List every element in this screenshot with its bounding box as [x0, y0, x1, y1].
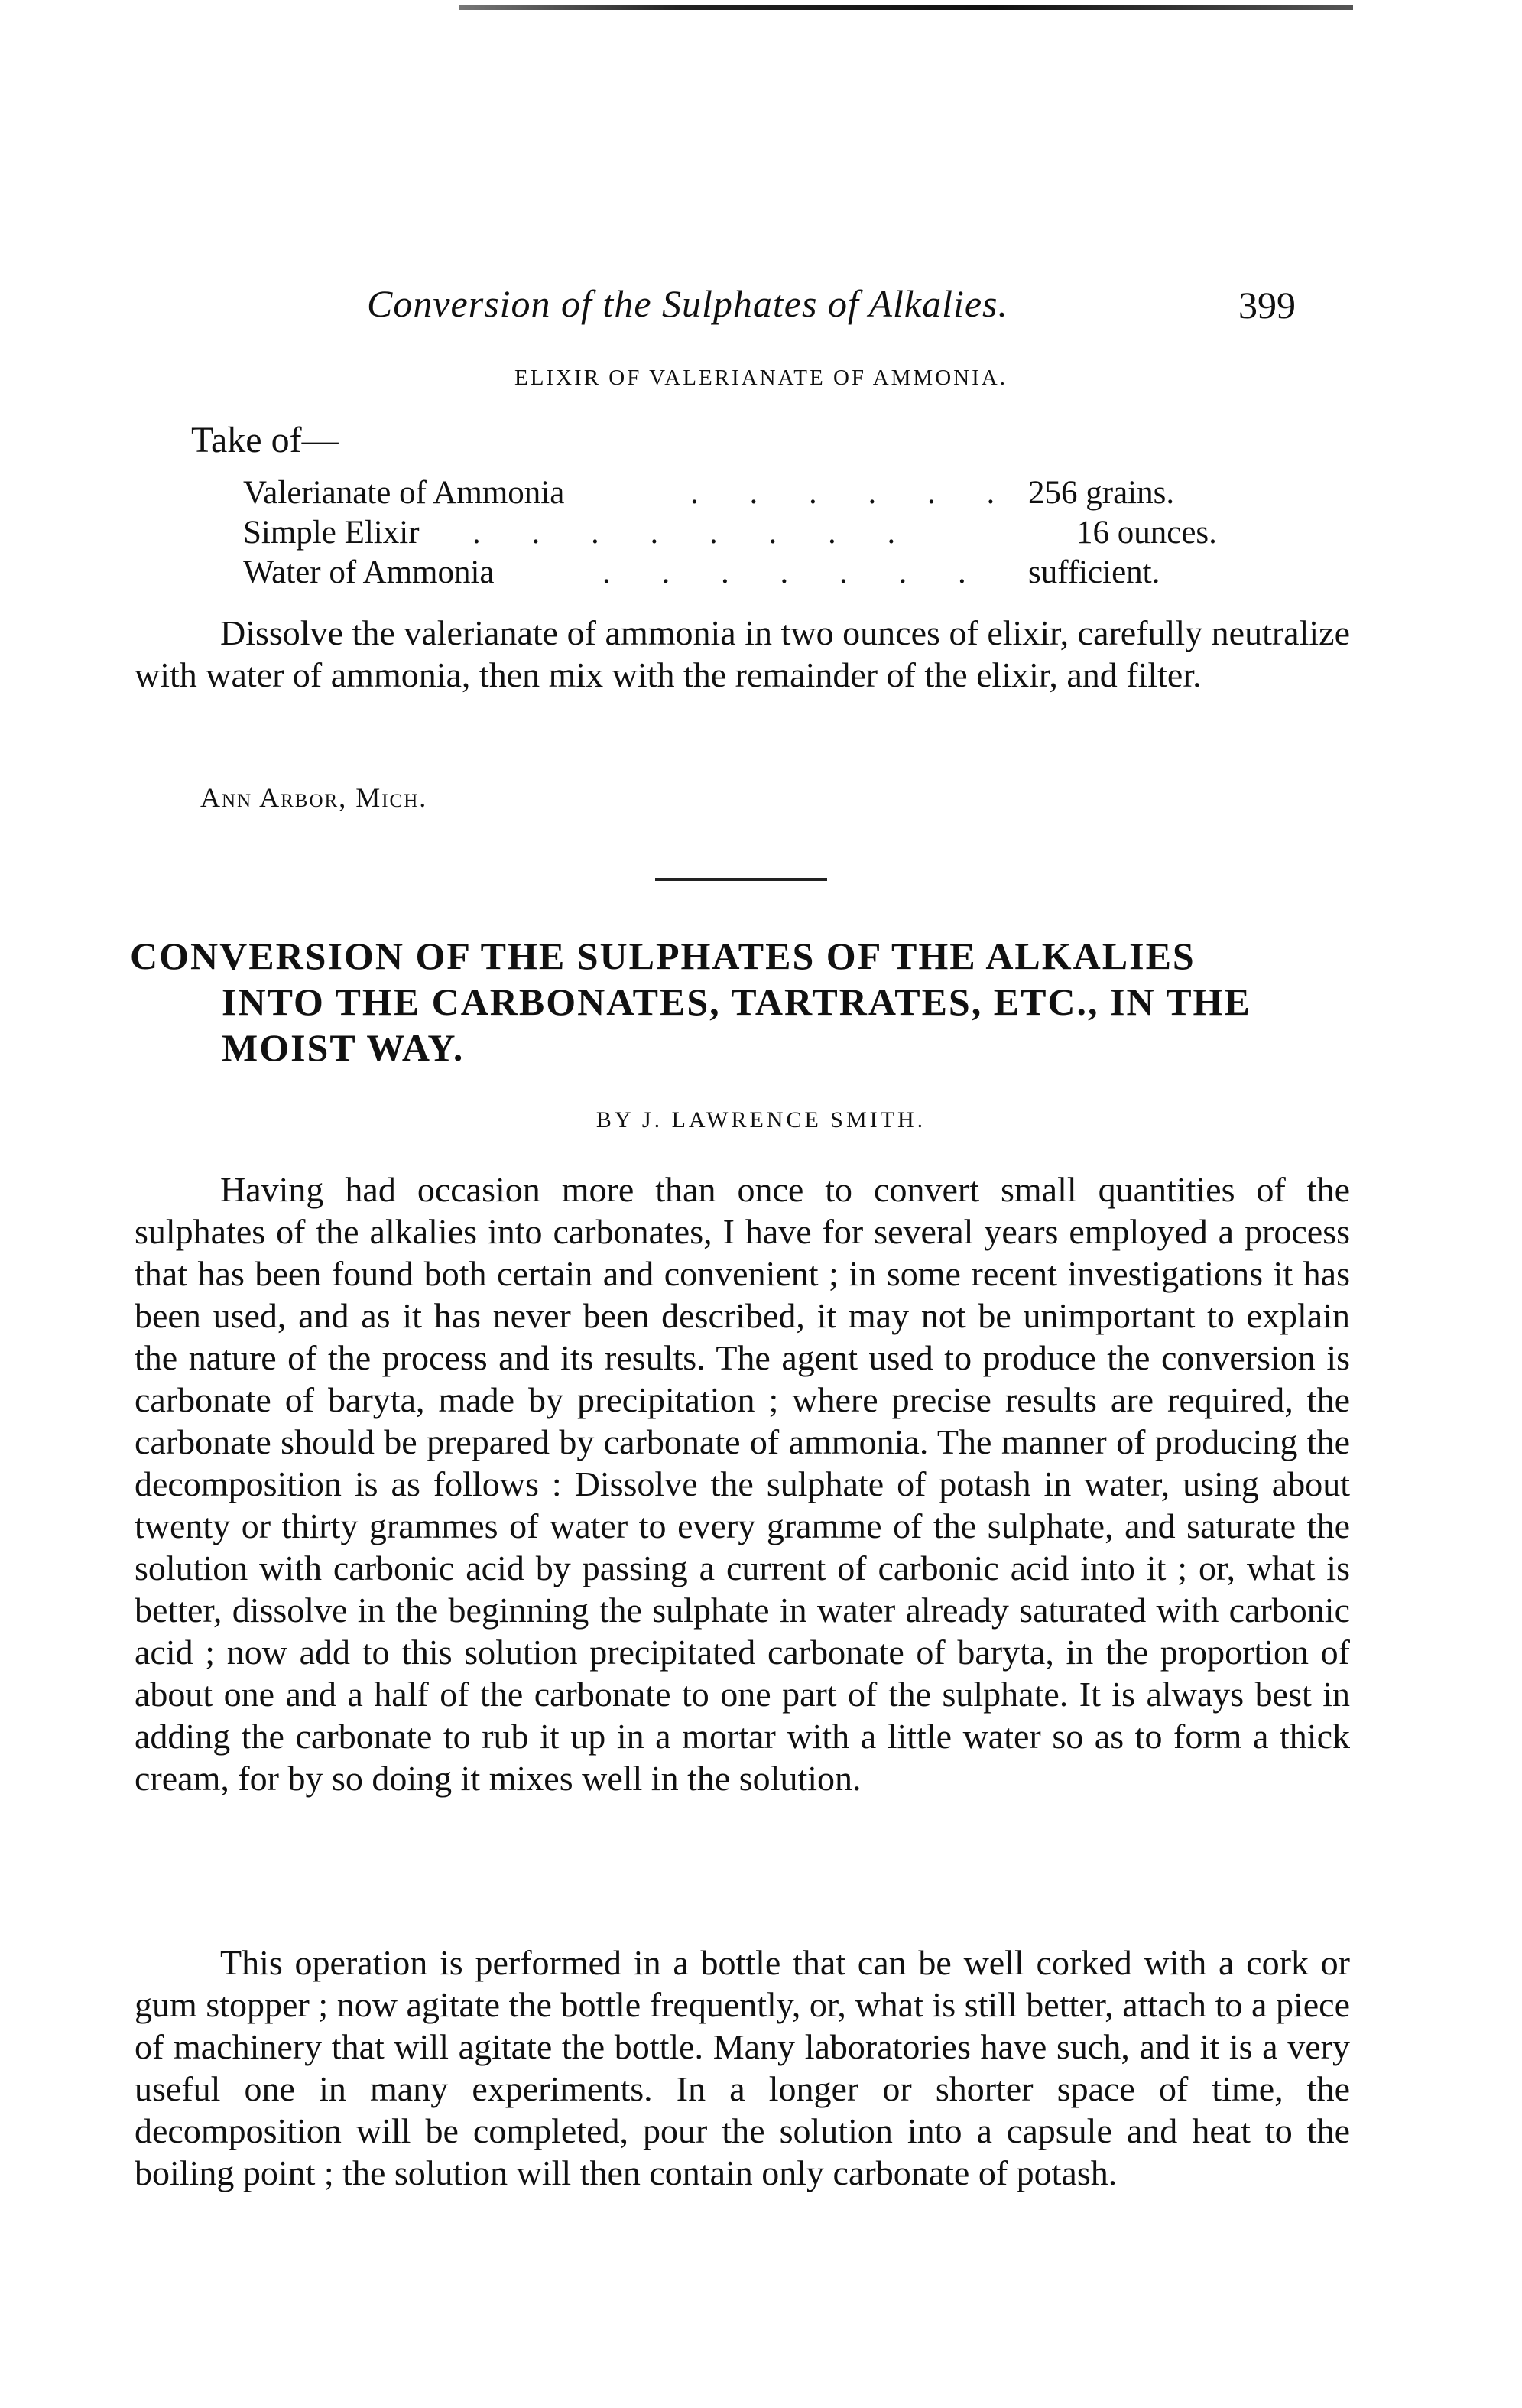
- recipe-row: [243, 514, 1313, 554]
- article-title: [130, 933, 1368, 1071]
- top-rule: [459, 5, 1353, 10]
- recipe-item: Water of Ammonia: [243, 554, 495, 590]
- byline: BY J. LAWRENCE SMITH.: [595, 1107, 927, 1133]
- body-paragraph: This operation is performed in a bottle that can be well corked with a cork or gum stopper ; now agitate the bottle frequently, or, what is still better, attach to a piece of machinery that will agitate the bottle. Many laboratories have such, and it is a very useful one in many experiments. In a longer or shorter space of time, the decomposition will be completed, pour the solution into a capsule and heat to the boiling point ; the solution will then contain only carbonate of potash.: [135, 1943, 1350, 2192]
- recipe-item: Simple Elixir: [243, 515, 420, 551]
- recipe-row: [243, 554, 1313, 593]
- section-divider: [655, 878, 827, 881]
- take-of-label: Take of—: [191, 420, 339, 460]
- leader-dots: . . . . . .: [690, 475, 1017, 511]
- recipe-list: [243, 474, 1313, 593]
- recipe-row: [243, 474, 1313, 514]
- article-title-line: INTO THE CARBONATES, TARTRATES, ETC., IN THE: [222, 980, 1251, 1023]
- article-title-line: CONVERSION OF THE SULPHATES OF THE ALKALIES: [130, 934, 1196, 977]
- signoff-location: Ann Arbor, Mich.: [200, 782, 428, 813]
- recipe-item: Valerianate of Ammonia: [243, 475, 565, 511]
- recipe-quantity: 256 grains.: [1028, 475, 1175, 511]
- intro-paragraph: Dissolve the valerianate of ammonia in two ounces of elixir, carefully neutralize with water of ammonia, then mix with the remainder of the elixir, and filter.: [135, 613, 1350, 694]
- recipe-quantity: 16 ounces.: [1076, 515, 1217, 551]
- recipe-quantity: sufficient.: [1028, 554, 1160, 590]
- body-paragraph: Having had occasion more than once to convert small quantities of the sulphates of the alkalies into carbonates, I have for several years employed a process that has been found both certain and convenient ; in some recent investigations it has been used, and as it has never been described, it may not be unimportant to explain the nature of the process and its results. The agent used to produce the conversion is carbonate of baryta, made by precipitation ; where precise results are required, the carbonate should be prepared by carbonate of ammonia. The manner of producing the decomposition is as follows : Dissolve the sulphate of potash in water, using about twenty or thirty grammes of water to every gramme of the sulphate, and saturate the solution with carbonic acid by passing a current of carbonic acid into it ; or, what is better, dissolve in the beginning the sulphate in water already saturated with carbonic acid ; now add to this solution precipitated carbonate of baryta, in the proportion of about one and a half of the carbonate to one part of the sulphate. It is always best in adding the carbonate to rub it up in a mortar with a little water so as to form a thick cream, for by so doing it mixes well in the solution.: [135, 1170, 1350, 1798]
- article-title-line: MOIST WAY.: [222, 1026, 465, 1069]
- leader-dots: . . . . . . .: [602, 554, 988, 590]
- running-head: [0, 275, 1522, 336]
- running-title: Conversion of the Sulphates of Alkalies.: [367, 282, 1008, 325]
- section-heading: ELIXIR OF VALERIANATE OF AMMONIA.: [514, 366, 1008, 390]
- page-number: 399: [1238, 284, 1296, 327]
- leader-dots: . . . . . . . .: [472, 515, 917, 551]
